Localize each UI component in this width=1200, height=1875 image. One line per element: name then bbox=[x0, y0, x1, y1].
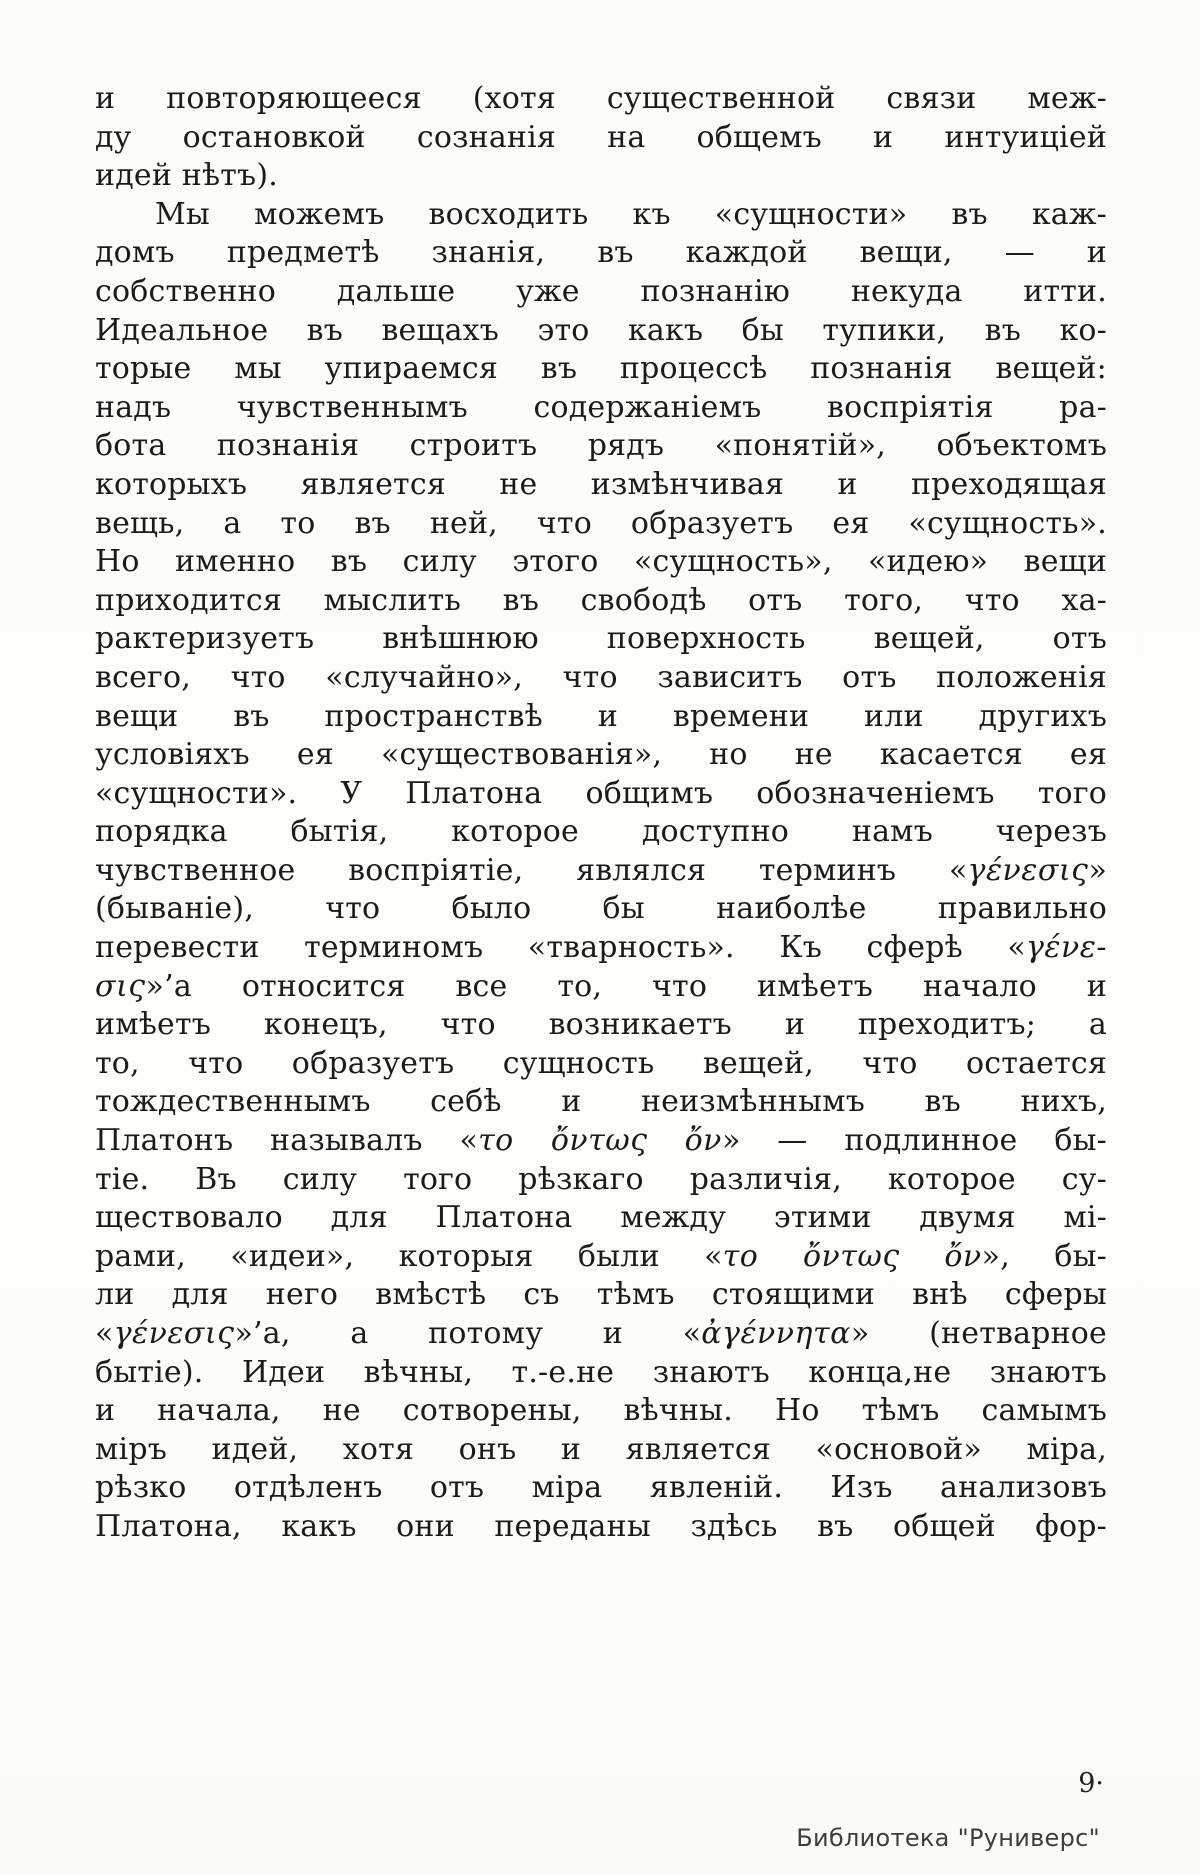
page-text bbox=[95, 80, 1107, 1547]
text-line: перевести терминомъ «тварность». Къ сферѣ «γένε- bbox=[95, 930, 1107, 966]
page-number: 9· bbox=[1078, 1768, 1104, 1799]
text-line: тождественнымъ себѣ и неизмѣннымъ въ нихъ, bbox=[95, 1084, 1107, 1120]
text-line: рѣзко отдѣленъ отъ міра явленій. Изъ анализовъ bbox=[95, 1470, 1107, 1506]
text-line: Платонъ называлъ «το ὄντως ὄν» — подлинное бы- bbox=[95, 1123, 1107, 1159]
text-line: σις»’а относится все то, что имѣетъ начало и bbox=[95, 968, 1107, 1004]
text-line: «γένεσις»’а, а потому и «ἀγέννητα» (нетварное bbox=[95, 1316, 1107, 1351]
text-line: которыхъ является не измѣнчивая и преходящая bbox=[95, 466, 1107, 502]
text-line: домъ предметѣ знанія, въ каждой вещи, — и bbox=[95, 235, 1107, 271]
text-line: Но именно въ силу этого «сущность», «идею» вещи bbox=[95, 544, 1107, 580]
text-line: надъ чувственнымъ содержаніемъ воспріятія ра- bbox=[95, 389, 1107, 425]
text-line: имѣетъ конецъ, что возникаетъ и преходитъ; а bbox=[95, 1007, 1107, 1043]
text-line: порядка бытія, которое доступно намъ черезъ bbox=[95, 814, 1107, 850]
library-watermark: Библиотека "Руниверс" bbox=[796, 1824, 1100, 1852]
text-line: всего, что «случайно», что зависитъ отъ положенія bbox=[95, 659, 1107, 695]
text-line: вещь, а то въ ней, что образуетъ ея «сущность». bbox=[95, 505, 1107, 541]
text-line: рами, «идеи», которыя были «το ὄντως ὄν», бы- bbox=[95, 1238, 1108, 1274]
text-line: ществовало для Платона между этими двумя мі- bbox=[95, 1200, 1107, 1236]
text-line: и начала, не сотворены, вѣчны. Но тѣмъ самымъ bbox=[95, 1393, 1107, 1429]
text-line: ли для него вмѣстѣ съ тѣмъ стоящими внѣ сферы bbox=[95, 1277, 1107, 1313]
text-line: Идеальное въ вещахъ это какъ бы тупики, въ ко- bbox=[95, 312, 1107, 348]
text-line: условіяхъ ея «существованія», но не касается ея bbox=[95, 737, 1107, 773]
text-line: «сущности». У Платона общимъ обозначеніемъ того bbox=[95, 775, 1107, 811]
text-line: (бываніе), что было бы наиболѣе правильно bbox=[95, 891, 1107, 927]
text-line: Мы можемъ восходить къ «сущности» въ каж- bbox=[155, 196, 1107, 232]
text-line: Платона, какъ они переданы здѣсь въ общей фор- bbox=[95, 1508, 1107, 1544]
text-line: собственно дальше уже познанію некуда итти. bbox=[95, 273, 1107, 309]
text-line: приходится мыслить въ свободѣ отъ того, что ха- bbox=[95, 582, 1107, 618]
text-line: вещи въ пространствѣ и времени или другихъ bbox=[95, 698, 1107, 734]
text-line: ду остановкой сознанія на общемъ и интуиціей bbox=[95, 119, 1107, 155]
text-line: то, что образуетъ сущность вещей, что остается bbox=[95, 1045, 1107, 1081]
text-line: бота познанія строитъ рядъ «понятій», объектомъ bbox=[95, 428, 1107, 464]
text-line: и повторяющееся (хотя существенной связи меж- bbox=[95, 81, 1107, 116]
text-line: бытіе). Идеи вѣчны, т.-е.не знаютъ конца,не знаютъ bbox=[95, 1354, 1107, 1390]
text-line: торые мы упираемся въ процессѣ познанія вещей: bbox=[95, 351, 1107, 387]
text-line: чувственное воспріятіе, являлся терминъ «γένεσις» bbox=[95, 852, 1107, 888]
text-line: міръ идей, хотя онъ и является «основой» міра, bbox=[95, 1431, 1107, 1467]
text-line: рактеризуетъ внѣшнюю поверхность вещей, отъ bbox=[95, 621, 1107, 657]
text-line: идей нѣтъ). bbox=[95, 158, 278, 194]
text-line: тіе. Въ силу того рѣзкаго различія, которое су- bbox=[95, 1161, 1107, 1197]
